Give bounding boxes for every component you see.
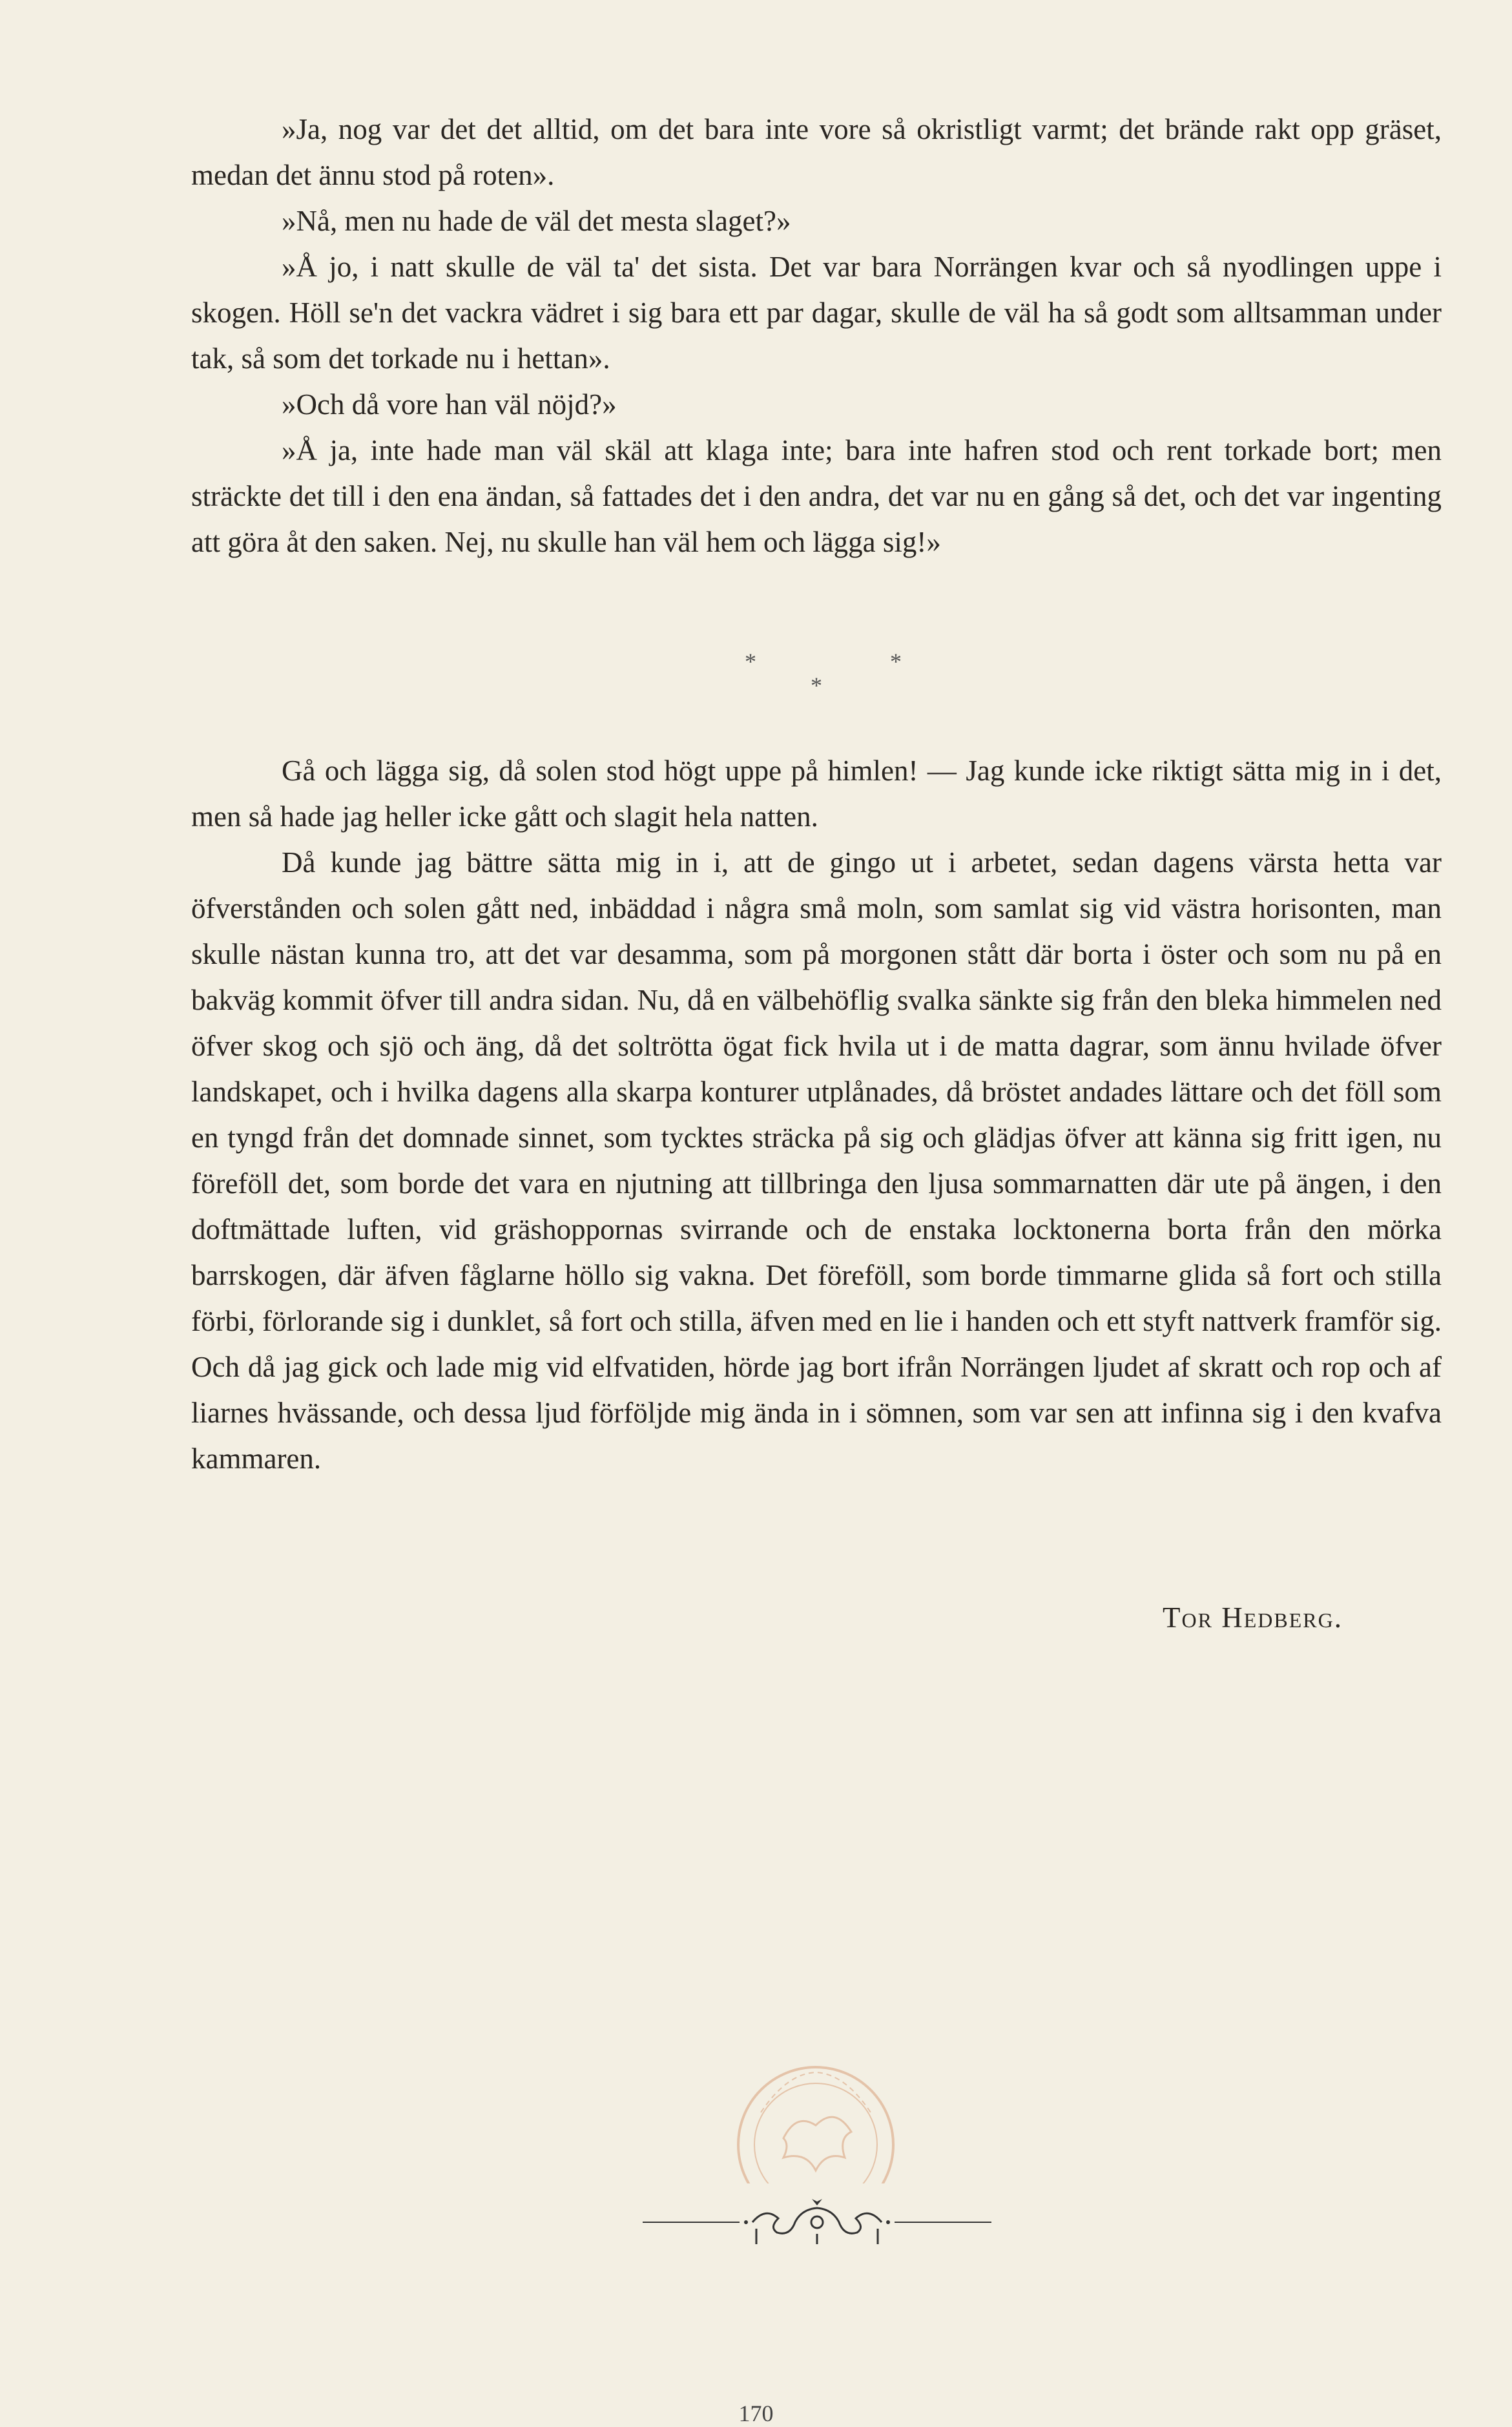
paragraph: Då kunde jag bättre sätta mig in i, att de gingo ut i arbetet, sedan dagens värsta hetta var öfverstånden och solen gått ned, inbäddad i några små moln, som samlat sig vid västra horisonten, man skulle nästan kunna tro, att det var desamma, som på morgonen stått där borta i öster och som nu på en bakväg kommit öfver till andra sidan. Nu, då en välbehöflig svalka sänkte sig från den bleka himmelen ned öfver skog och sjö och äng, då det soltrötta ögat fick hvila ut i de matta dagrar, som ännu hvilade öfver landskapet, och i hvilka dagens alla skarpa konturer utplånades, då bröstet andades lättare och det föll som en tyngd från det domnade sinnet, som tycktes sträcka på sig och glädjas öfver att känna sig fritt igen, nu föreföll det, som borde det vara en njutning att tillbringa den ljusa sommarnatten där ute på ängen, i den doftmättade luften, vid gräshoppornas svirrande och de enstaka locktonerna borta från den mörka barrskogen, där äfven fåglarne höllo sig vakna. Det föreföll, som borde timmarne glida så fort och stilla förbi, förlorande sig i dunklet, så fort och stilla, äfven med en lie i handen och ett styft nattverk framför sig. Och då jag gick och lade mig vid elfvatiden, hörde jag bort ifrån Norrängen ljudet af skratt och rop och af liarnes hvässande, och dessa ljud förföljde mig ända in i sömnen, som var sen att infinna sig i den kvafva kammaren.: [191, 846, 1442, 1475]
page-number: 170: [738, 2401, 774, 2426]
paragraph: Gå och lägga sig, då solen stod högt uppe på himlen! — Jag kunde icke riktigt sätta mig in i det, men så hade jag heller icke gått och slagit hela natten.: [191, 755, 1442, 833]
paragraph: »Nå, men nu hade de väl det mesta slaget?»: [282, 205, 791, 237]
decorative-ornament-icon: [643, 2196, 991, 2248]
text-section-narrative: [191, 748, 1442, 1482]
text-section-dialogue: [191, 107, 1442, 565]
library-stamp-icon: [722, 2041, 909, 2183]
paragraph: »Å jo, i natt skulle de väl ta' det sista. Det var bara Norrängen kvar och så nyodlingen uppe i skogen. Höll se'n det vackra vädret i sig bara ett par dagar, skulle de väl ha så godt som alltsamman under tak, så som det torkade nu i hettan».: [191, 251, 1442, 375]
separator-asterisk: *: [745, 649, 756, 674]
separator-asterisk: *: [811, 672, 822, 698]
separator-asterisk: *: [890, 649, 902, 674]
author-signature: Tor Hedberg.: [1163, 1601, 1343, 1634]
paragraph: »Å ja, inte hade man väl skäl att klaga inte; bara inte hafren stod och rent torkade bort; men sträckte det till i den ena ändan, så fattades det i den andra, det var nu en gång så det, och det var ingenting att göra åt den saken. Nej, nu skulle han väl hem och lägga sig!»: [191, 434, 1442, 558]
paragraph: »Och då vore han väl nöjd?»: [282, 388, 617, 421]
paragraph: »Ja, nog var det det alltid, om det bara inte vore så okristligt varmt; det brände rakt opp gräset, medan det ännu stod på roten».: [191, 113, 1442, 191]
